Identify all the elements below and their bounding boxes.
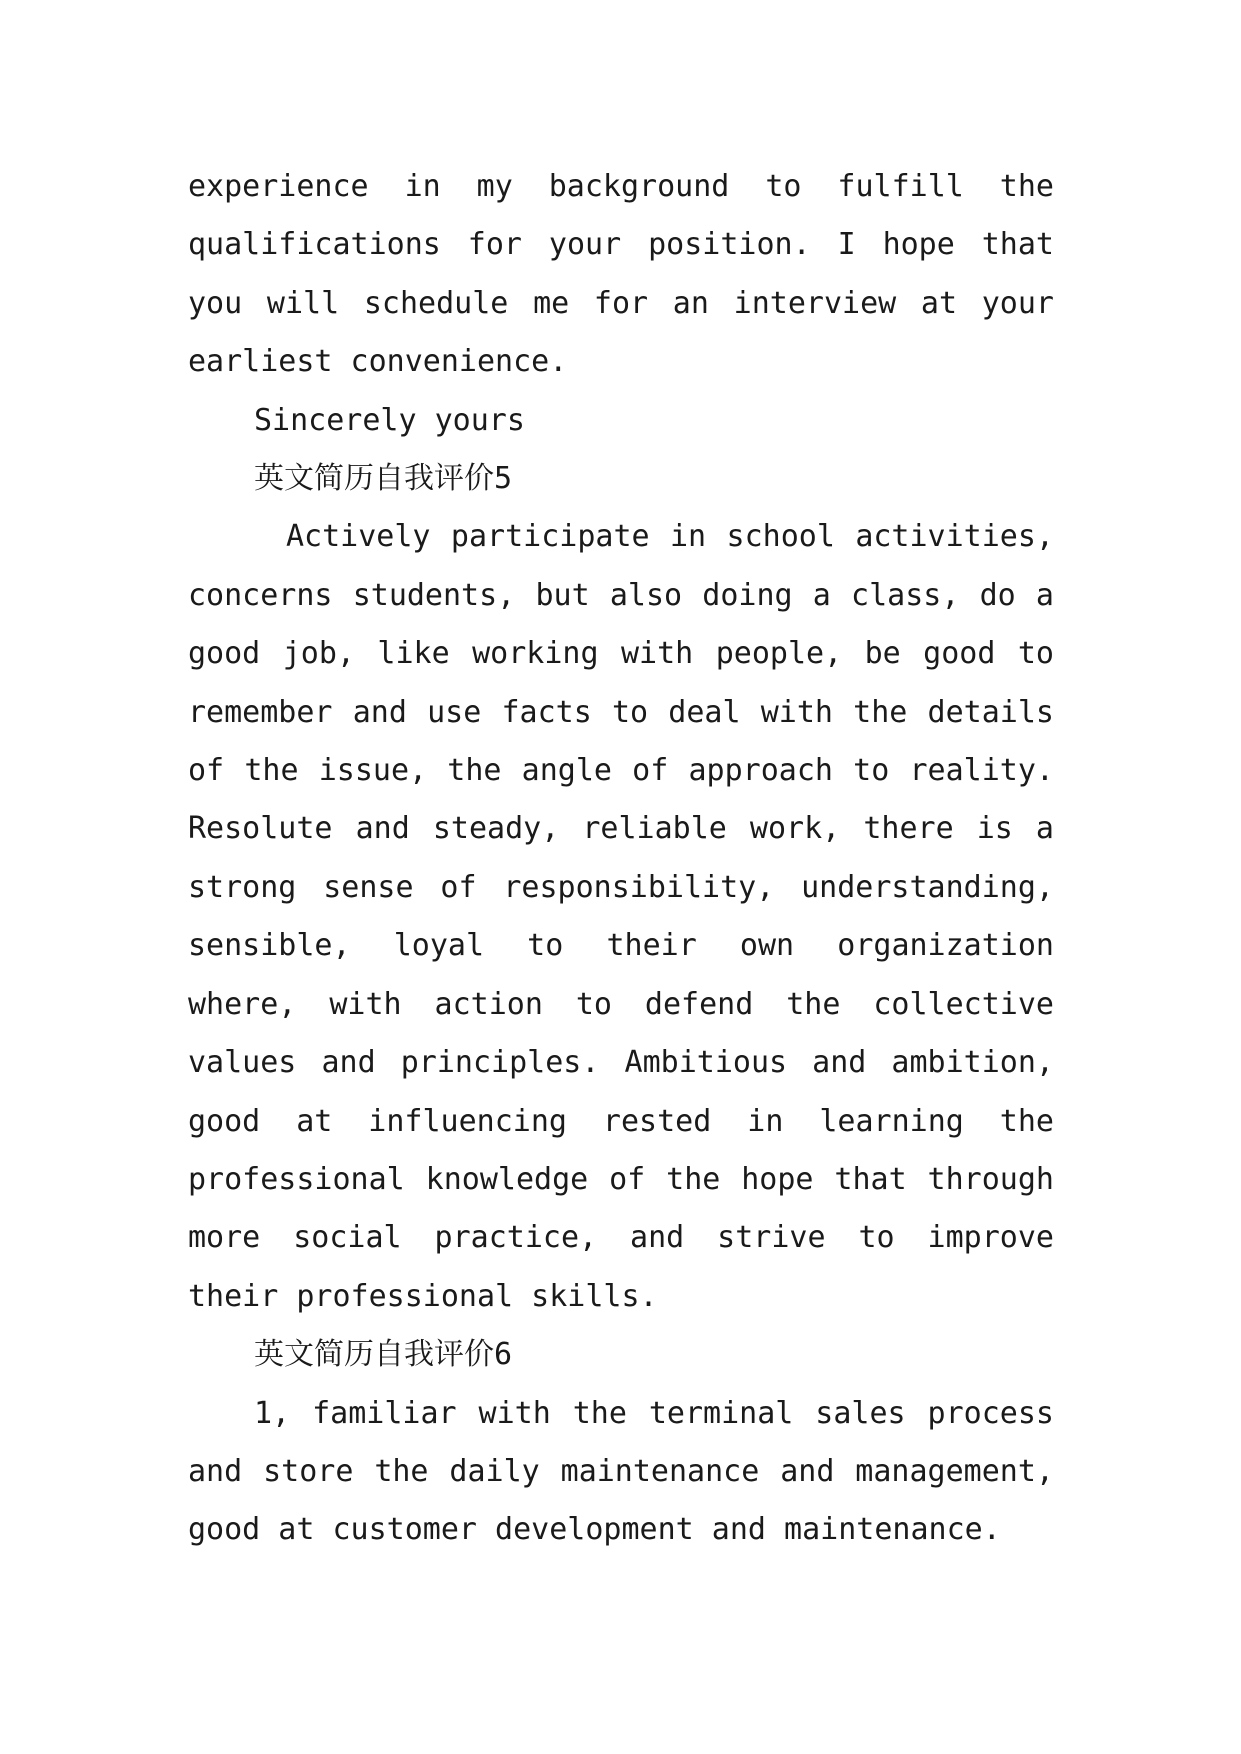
signoff-line: Sincerely yours [254, 402, 525, 438]
section-heading-6: 英文简历自我评价6 [254, 1337, 513, 1373]
section-heading-5: 英文简历自我评价5 [254, 461, 513, 497]
paragraph-cover-letter-closing: experience in my background to fulfill the qualifications for your position. I hope that you will schedule me for an interview at your earliest convenience. [188, 169, 1054, 380]
document-body [188, 158, 1054, 1560]
paragraph-self-evaluation-5: Actively participate in school activities, concerns students, but also doing a class, do a good job, like working with people, be good to remember and use facts to deal with the details of the issue, the angle of approach to reality. Resolute and steady, reliable work, there is a strong sense of responsibility, understanding, sensible, loyal to their own organization where, with action to defend the collective values and principles. Ambitious and ambition, good at influencing rested in learning the professional knowledge of the hope that through more social practice, and strive to improve their professional skills. [188, 519, 1054, 1314]
paragraph-self-evaluation-6-item-1: 1, familiar with the terminal sales process and store the daily maintenance and management, good at customer development and maintenance. [188, 1395, 1054, 1548]
